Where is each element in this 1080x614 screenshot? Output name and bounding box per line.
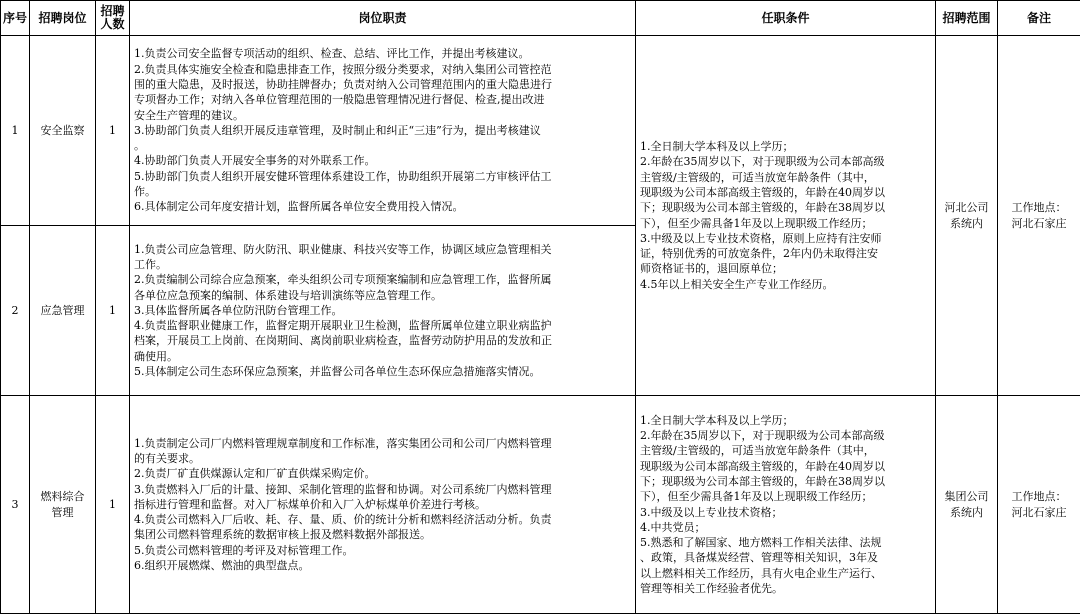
text-line: 专项督办工作；对纳入各单位管理范围的一般隐患管理情况进行督促、检查,提出改进 [134, 92, 633, 107]
row-requirements [636, 396, 936, 614]
text-line: 3.中级及以上专业技术资格，原则上应持有注安师 [640, 231, 933, 246]
text-line: 集团公司燃料管理系统的数据审核上报及燃料数据外部报送。 [134, 527, 633, 542]
text-line: 工作。 [134, 257, 633, 272]
text-line: 1.全日制大学本科及以上学历； [640, 139, 933, 154]
header-count-label: 招聘人数 [100, 5, 126, 31]
text-line: 5.协助部门负责人组织开展安健环管理体系建设工作，协助组织开展第二方审核评估工 [134, 169, 633, 184]
text-line: 1.负责公司安全监督专项活动的组织、检查、总结、评比工作，并提出考核建议。 [134, 46, 633, 61]
text-line: 的有关要求。 [134, 451, 633, 466]
row-scope [936, 36, 998, 396]
header-count [96, 1, 130, 36]
text-line: 现职级为公司本部高级主管级的，年龄在40周岁以 [640, 459, 933, 474]
row-position: 安全监察 [30, 36, 96, 226]
row-count: 1 [96, 36, 130, 226]
text-line: 2.负责编制公司综合应急预案，牵头组织公司专项预案编制和应急管理工作，监督所属 [134, 272, 633, 287]
text-line: 管理等相关工作经验者优先。 [640, 581, 933, 596]
text-line: 师资格证书的，退回原单位； [640, 261, 933, 276]
text-line: 各单位应急预案的编制、体系建设与培训演练等应急管理工作。 [134, 288, 633, 303]
text-line: 5.负责公司燃料管理的考评及对标管理工作。 [134, 543, 633, 558]
header-row [1, 1, 1080, 36]
text-line: 5.具体制定公司生态环保应急预案，并监督公司各单位生态环保应急措施落实情况。 [134, 364, 633, 379]
text-line: 2.负责厂矿直供煤源认定和厂矿直供煤采购定价。 [134, 466, 633, 481]
text-line: 1.全日制大学本科及以上学历； [640, 413, 933, 428]
table-row-1 [1, 36, 1080, 226]
text-line: 下），但至少需具备1年及以上现职级工作经历； [640, 216, 933, 231]
row-position [30, 396, 96, 614]
header-no: 序号 [1, 1, 30, 36]
text-line: 3.负责燃料入厂后的计量、接卸、采制化管理的监督和协调。对公司系统厂内燃料管理 [134, 482, 633, 497]
row-count: 1 [96, 226, 130, 396]
text-line: 、政策，具备煤炭经营、管理等相关知识，3年及 [640, 550, 933, 565]
text-line: 证，特别优秀的可放宽条件，2年内仍未取得注安 [640, 246, 933, 261]
row-scope [936, 396, 998, 614]
text-line: 以上燃料相关工作经历，具有火电企业生产运行、 [640, 566, 933, 581]
text-line: 1.负责公司应急管理、防火防汛、职业健康、科技兴安等工作，协调区域应急管理相关 [134, 242, 633, 257]
text-line: 4.负责监督职业健康工作，监督定期开展职业卫生检测，监督所属单位建立职业病监护 [134, 318, 633, 333]
text-line: 现职级为公司本部高级主管级的，年龄在40周岁以 [640, 185, 933, 200]
text-line: 河北石家庄 [1000, 505, 1078, 521]
text-line: 主管级/主管级的，可适当放宽年龄条件（其中， [640, 170, 933, 185]
row-requirements [636, 36, 936, 396]
text-line: 主管级/主管级的，可适当放宽年龄条件（其中， [640, 443, 933, 458]
text-line: 1.负责制定公司厂内燃料管理规章制度和工作标准，落实集团公司和公司厂内燃料管理 [134, 436, 633, 451]
text-line: 5.熟悉和了解国家、地方燃料工作相关法律、法规 [640, 535, 933, 550]
row-duties [130, 396, 636, 614]
row-note [998, 396, 1080, 614]
text-line: 6.组织开展燃煤、燃油的典型盘点。 [134, 558, 633, 573]
text-line: 指标进行管理和监督。对入厂标煤单价和入厂入炉标煤单价差进行考核。 [134, 497, 633, 512]
text-line: 档案，开展员工上岗前、在岗期间、离岗前职业病检查，监督劳动防护用品的发放和正 [134, 333, 633, 348]
header-scope: 招聘范围 [936, 1, 998, 36]
table-row-3 [1, 396, 1080, 614]
text-line: 3.具体监督所属各单位防汛防台管理工作。 [134, 303, 633, 318]
text-line: 4.协助部门负责人开展安全事务的对外联系工作。 [134, 153, 633, 168]
text-line: 4.中共党员； [640, 520, 933, 535]
text-line: 2.负责具体实施安全检查和隐患排查工作，按照分级分类要求，对纳入集团公司管控范 [134, 62, 633, 77]
text-line: 下），但至少需具备1年及以上现职级工作经历； [640, 489, 933, 504]
header-position: 招聘岗位 [30, 1, 96, 36]
row-position-label: 燃料综合管理 [41, 489, 85, 521]
text-line: 4.负责公司燃料入厂后收、耗、存、量、质、价的统计分析和燃料经济活动分析。负责 [134, 512, 633, 527]
row-position: 应急管理 [30, 226, 96, 396]
text-line: 确使用。 [134, 349, 633, 364]
text-line: 作。 [134, 184, 633, 199]
text-line: 4.5年以上相关安全生产专业工作经历。 [640, 277, 933, 292]
text-line: 。 [134, 138, 633, 153]
text-line: 6.具体制定公司年度安措计划，监督所属各单位安全费用投入情况。 [134, 199, 633, 214]
text-line: 集团公司 [938, 489, 995, 505]
row-duties [130, 36, 636, 226]
header-requirements: 任职条件 [636, 1, 936, 36]
text-line: 系统内 [938, 505, 995, 521]
text-line: 系统内 [938, 216, 995, 232]
text-line: 工作地点： [1000, 489, 1078, 505]
text-line: 2.年龄在35周岁以下，对于现职级为公司本部高级 [640, 154, 933, 169]
row-count: 1 [96, 396, 130, 614]
text-line: 下；现职级为公司本部主管级的，年龄在38周岁以 [640, 200, 933, 215]
text-line: 工作地点： [1000, 200, 1078, 216]
row-no: 2 [1, 226, 30, 396]
row-no: 3 [1, 396, 30, 614]
row-duties [130, 226, 636, 396]
text-line: 下；现职级为公司本部主管级的，年龄在38周岁以 [640, 474, 933, 489]
row-no: 1 [1, 36, 30, 226]
row-note [998, 36, 1080, 396]
text-line: 围的重大隐患，及时报送，协助挂牌督办；负责对纳入公司管理范围内的重大隐患进行 [134, 77, 633, 92]
text-line: 安全生产管理的建议。 [134, 108, 633, 123]
header-note: 备注 [998, 1, 1080, 36]
text-line: 河北石家庄 [1000, 216, 1078, 232]
text-line: 3.协助部门负责人组织开展反违章管理，及时制止和纠正“三违”行为，提出考核建议 [134, 123, 633, 138]
header-duties: 岗位职责 [130, 1, 636, 36]
text-line: 河北公司 [938, 200, 995, 216]
text-line: 3.中级及以上专业技术资格； [640, 505, 933, 520]
text-line: 2.年龄在35周岁以下，对于现职级为公司本部高级 [640, 428, 933, 443]
